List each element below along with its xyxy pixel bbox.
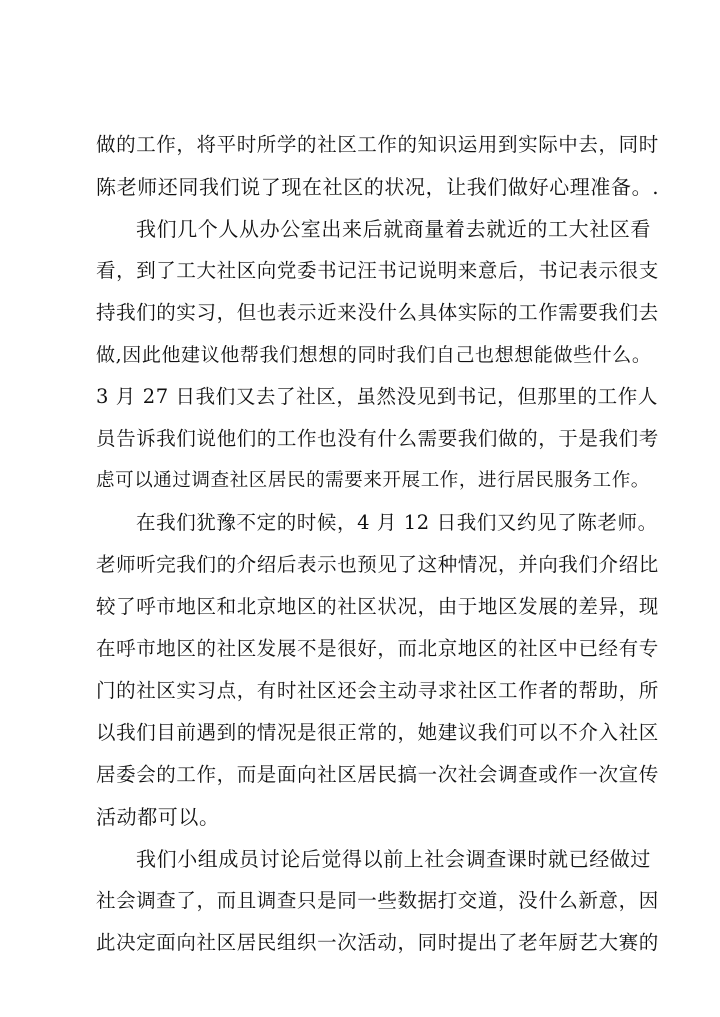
text-line: 员告诉我们说他们的工作也没有什么需要我们做的，于是我们考 [96, 427, 659, 450]
text-line: 在我们犹豫不定的时候，4 月 12 日我们又约见了陈老师。 [136, 511, 658, 534]
text-line: 社会调查了，而且调查只是同一些数据打交道，没什么新意，因 [96, 889, 659, 912]
text-line: 居委会的工作，而是面向社区居民搞一次社会调查或作一次宣传 [96, 763, 659, 786]
text-line: 看，到了工大社区向党委书记汪书记说明来意后，书记表示很支 [96, 259, 659, 282]
text-line: 持我们的实习，但也表示近来没什么具体实际的工作需要我们去 [96, 301, 659, 324]
text-line: 我们小组成员讨论后觉得以前上社会调查课时就已经做过 [136, 847, 651, 871]
text-line: 做,因此他建议他帮我们想想的同时我们自己也想想能做些什么。 [96, 344, 652, 366]
text-line: 在呼市地区的社区发展不是很好，而北京地区的社区中已经有专 [96, 637, 659, 660]
text-line: 门的社区实习点，有时社区还会主动寻求社区工作者的帮助，所 [96, 679, 659, 702]
text-line: 虑可以通过调查社区居民的需要来开展工作，进行居民服务工作。 [96, 470, 650, 491]
text-line: 以我们目前遇到的情况是很正常的，她建议我们可以不介入社区 [96, 721, 659, 744]
text-line: 陈老师还同我们说了现在社区的状况，让我们做好心理准备。. [96, 175, 660, 199]
text-line: 此决定面向社区居民组织一次活动，同时提出了老年厨艺大赛的 [96, 931, 659, 954]
text-line: 3 月 27 日我们又去了社区，虽然没见到书记，但那里的工作人 [96, 385, 658, 408]
text-line: 较了呼市地区和北京地区的社区状况，由于地区发展的差异，现 [96, 595, 659, 618]
text-line: 做的工作，将平时所学的社区工作的知识运用到实际中去，同时 [96, 133, 659, 156]
text-line: 活动都可以。 [96, 805, 220, 829]
text-line: 我们几个人从办公室出来后就商量着去就近的工大社区看 [136, 217, 651, 241]
text-line: 老师听完我们的介绍后表示也预见了这种情况，并向我们介绍比 [96, 553, 659, 576]
